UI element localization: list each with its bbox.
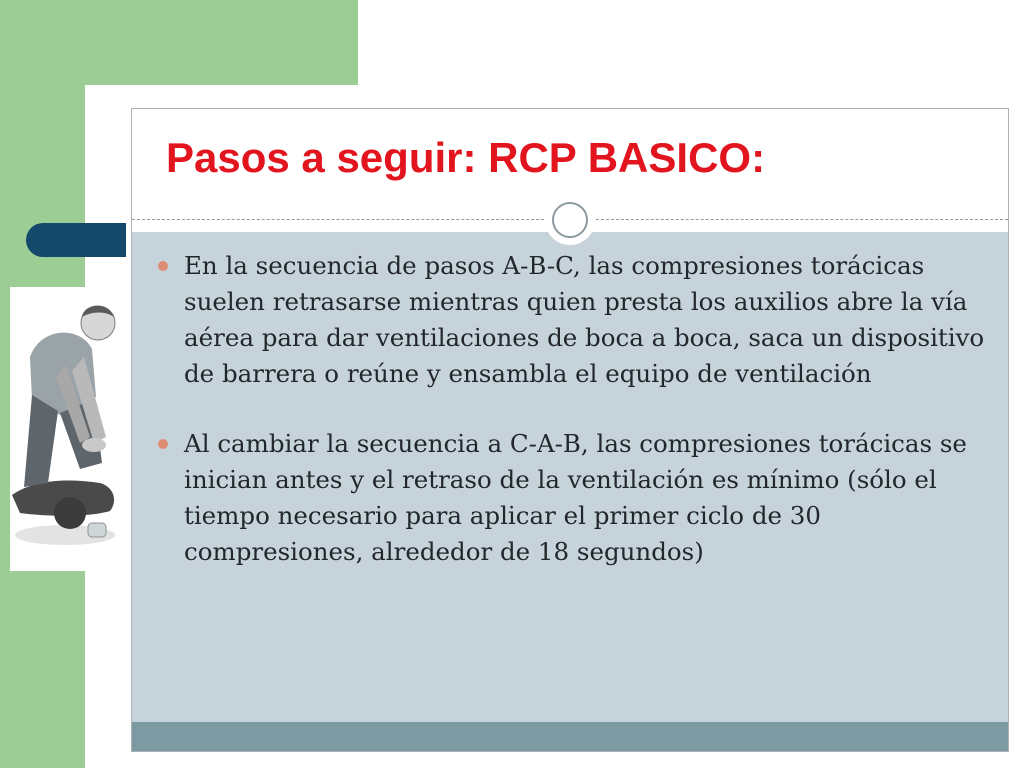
- bullet-list: [158, 248, 988, 604]
- green-top-band: [0, 0, 358, 85]
- bullet-icon: [158, 439, 168, 449]
- bottom-bar: [132, 722, 1008, 752]
- list-item: [158, 426, 988, 570]
- bullet-icon: [158, 261, 168, 271]
- bullet-text: En la secuencia de pasos A-B-C, las compresiones torácicas suelen retrasarse mientras quien presta los auxilios abre la vía aérea para dar ventilaciones de boca a boca, saca un dispositivo de barrera o reúne y ensambla el equipo de ventilación: [184, 251, 985, 388]
- cpr-illustration-icon: [10, 287, 122, 571]
- circle-ornament-icon: [545, 195, 595, 245]
- navy-accent-tab: [26, 223, 126, 257]
- slide-frame: [131, 108, 1009, 752]
- list-item: [158, 248, 988, 392]
- ornament-ring: [552, 202, 588, 238]
- bullet-text: Al cambiar la secuencia a C-A-B, las compresiones torácicas se inician antes y el retraso de la ventilación es mínimo (sólo el tiempo necesario para aplicar el primer ciclo de 30 compresiones, alrededor de 18 segundos): [184, 429, 967, 566]
- slide-title: Pasos a seguir: RCP BASICO:: [166, 134, 766, 181]
